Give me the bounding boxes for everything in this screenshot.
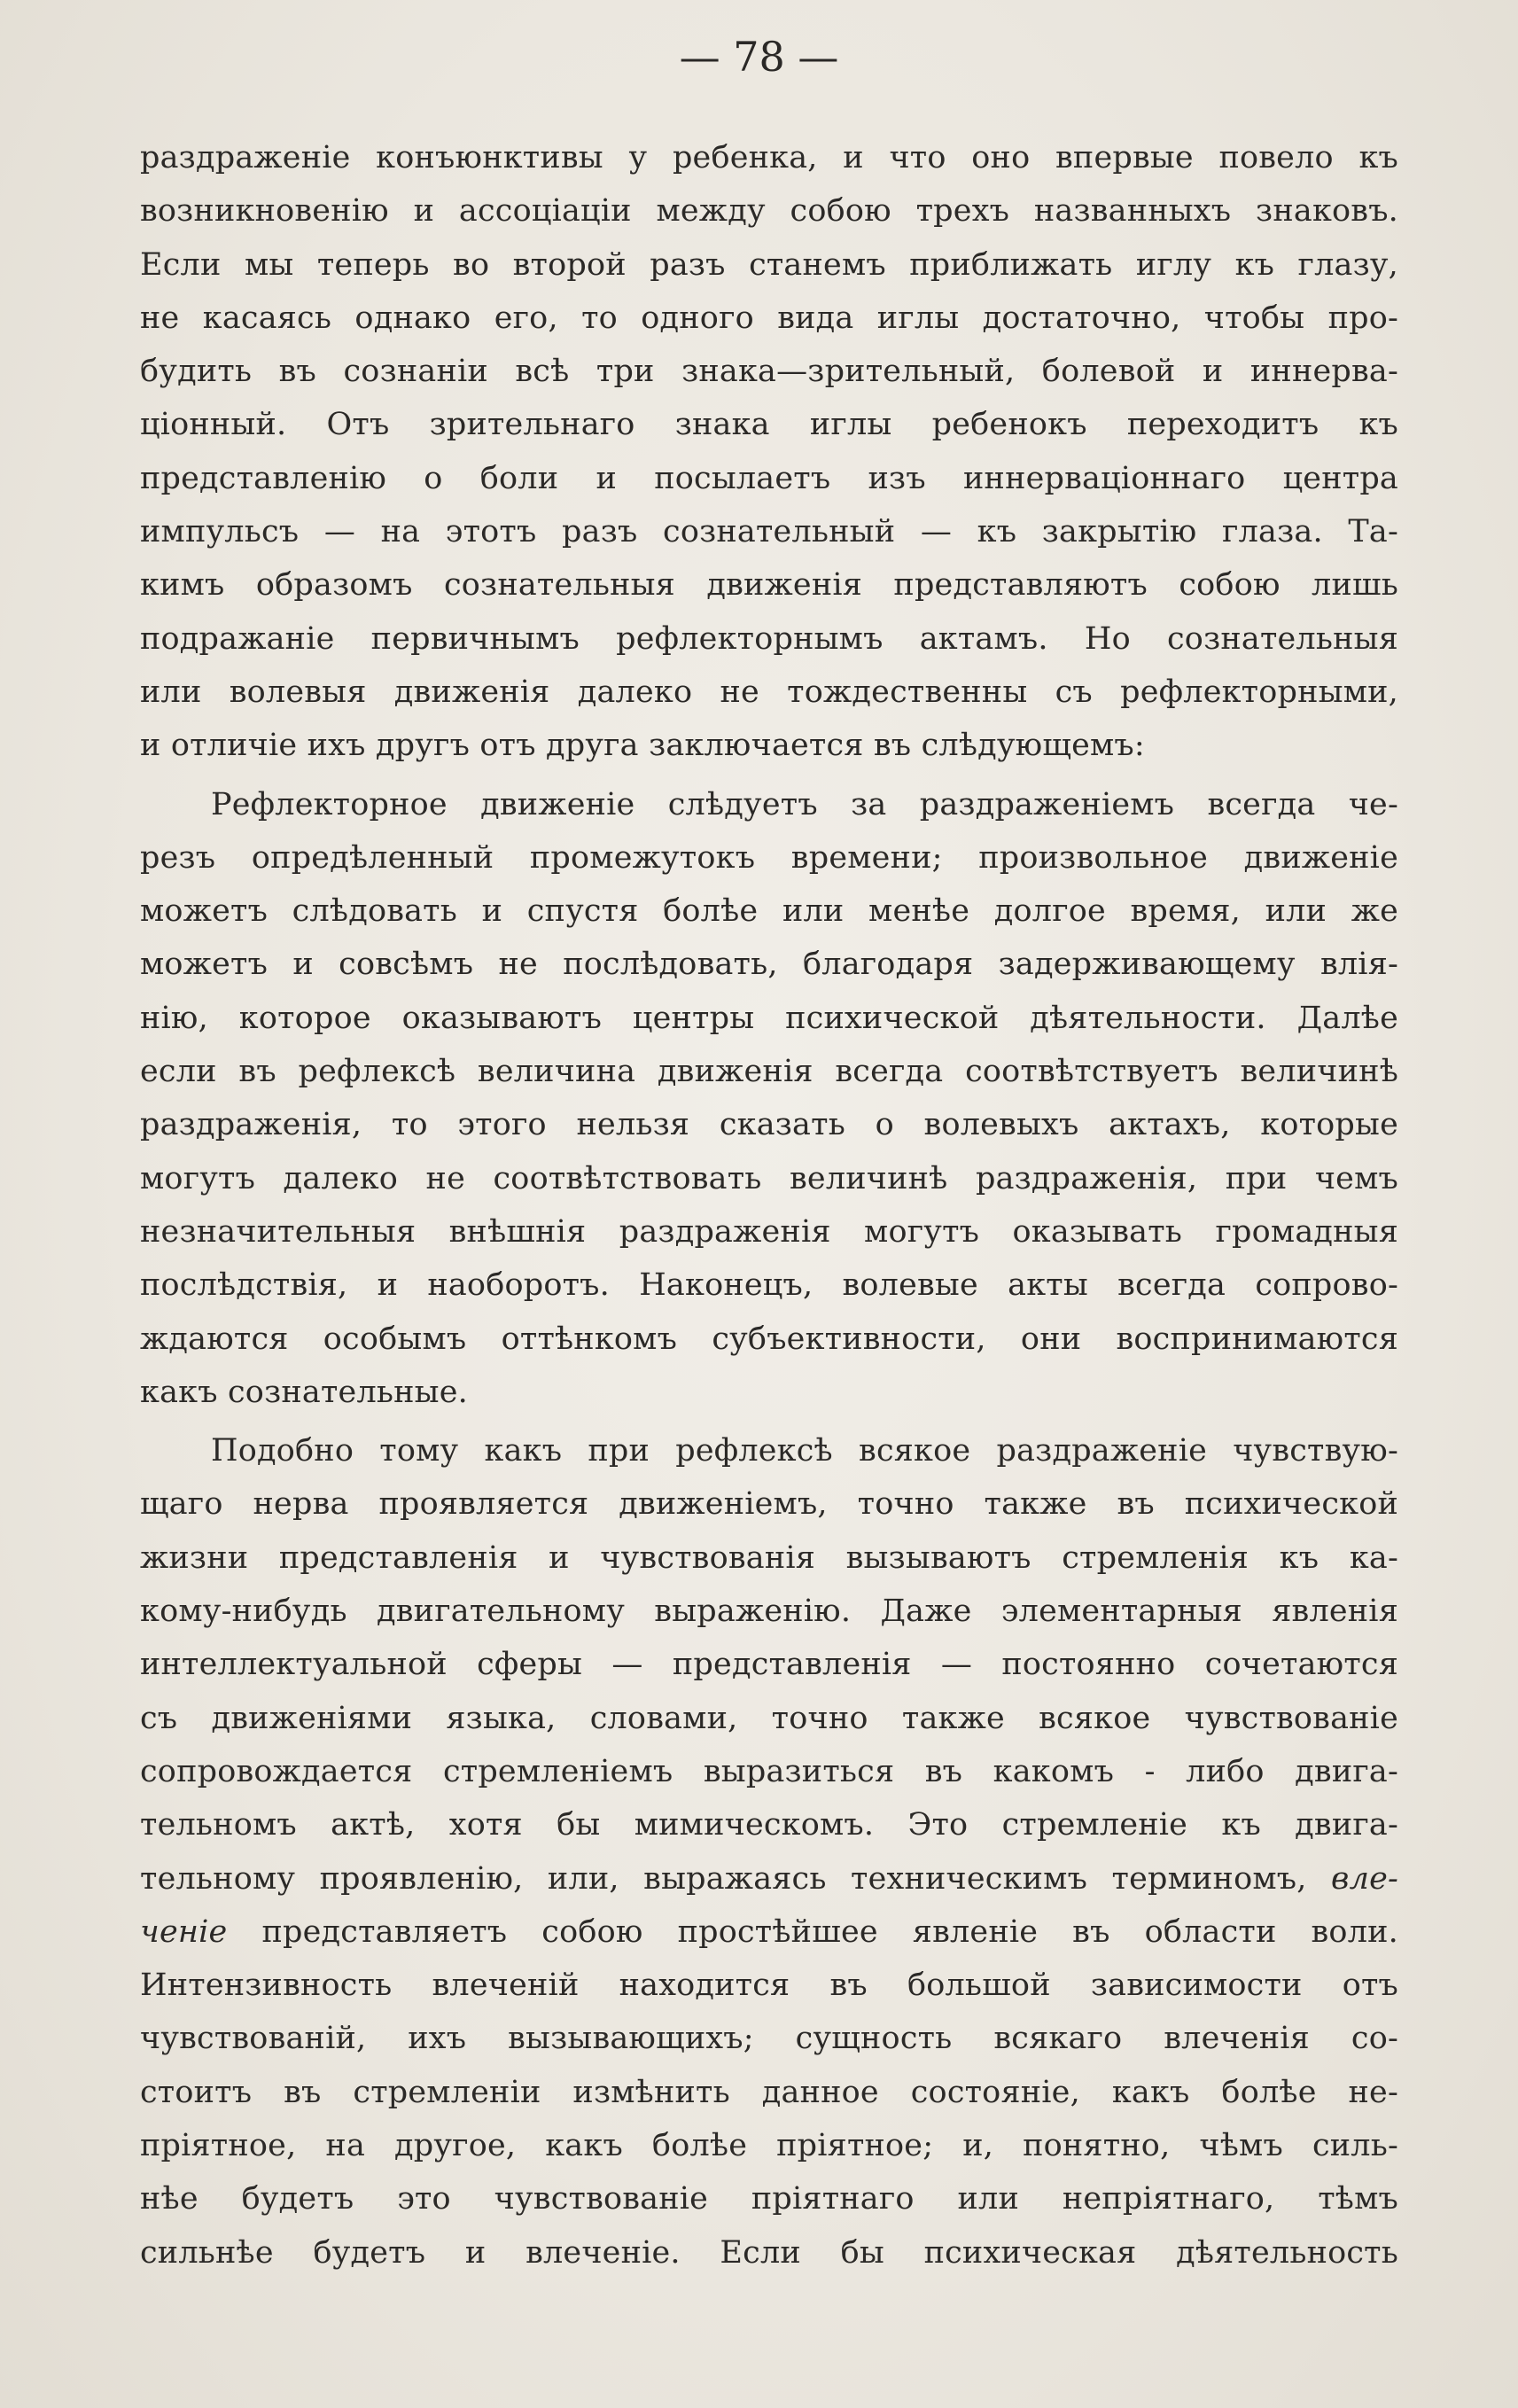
paragraph-1 [140,131,1398,773]
body-text [140,131,1398,2279]
text-line: не касаясь однако его, то одного вида иглы достаточно, чтобы про- [140,300,1398,336]
text-line: могутъ далеко не соотвѣтствовать величинѣ раздраженія, при чемъ [140,1160,1398,1196]
text-line: сопровождается стремленіемъ выразиться въ какомъ - либо двига- [140,1753,1398,1789]
text-line: жизни представленія и чувствованія вызываютъ стремленія къ ка- [140,1539,1398,1576]
text-line: кому-нибудь двигательному выраженію. Даже элементарныя явленія [140,1594,1398,1630]
text-line: Рефлекторное движеніе слѣдуетъ за раздраженіемъ всегда че- [211,786,1398,822]
paragraph-2 [140,778,1398,1420]
italic-term: ченіе [140,1913,228,1950]
paragraph-3 [140,1424,1398,2279]
text-line: кимъ образомъ сознательныя движенія представляютъ собою лишь [140,567,1398,604]
text-line: раздраженіе конъюнктивы у ребенка, и что оно впервые повело къ [140,140,1398,175]
text-line: Интензивность влеченій находится въ большой зависимости отъ [140,1968,1398,2004]
text-line: послѣдствія, и наоборотъ. Наконецъ, волевые акты всегда сопрово- [140,1267,1398,1304]
text-line: резъ опредѣленный промежутокъ времени; произвольное движеніе [140,839,1398,876]
text-line: если въ рефлексѣ величина движенія всегда соотвѣтствуетъ величинѣ [140,1054,1398,1090]
text-line: сильнѣе будетъ и влеченіе. Если бы психическая дѣятельность [140,2234,1398,2271]
text-line: ждаются особымъ оттѣнкомъ субъективности, они воспринимаются [140,1321,1398,1357]
text-line: представленію о боли и посылаетъ изъ иннерваціоннаго центра [140,460,1398,496]
text-line: можетъ слѣдовать и спустя болѣе или менѣе долгое время, или же [140,893,1398,930]
italic-term: вле- [1331,1860,1398,1897]
text-line [140,1905,1398,1959]
text-line: съ движеніями языка, словами, точно также всякое чувствованіе [140,1700,1398,1736]
text-line: нію, которое оказываютъ центры психической дѣятельности. Далѣе [140,1000,1398,1036]
text-line: возникновенію и ассоціаціи между собою трехъ названныхъ знаковъ. [140,193,1398,230]
text-line: интеллектуальной сферы — представленія — постоянно сочетаются [140,1647,1398,1683]
text-line: импульсъ — на этотъ разъ сознательный — къ закрытію глаза. Та- [140,514,1398,550]
text-line: чувствованій, ихъ вызывающихъ; сущность всякаго влеченія со- [140,2021,1398,2057]
page-number: — 78 — [679,33,839,81]
text-line: Если мы теперь во второй разъ станемъ приближать иглу къ глазу, [140,246,1398,283]
text-line: пріятное, на другое, какъ болѣе пріятное; и, понятно, чѣмъ силь- [140,2127,1398,2163]
text-line: стоитъ въ стремленіи измѣнить данное состояніе, какъ болѣе не- [140,2074,1398,2110]
text-line: можетъ и совсѣмъ не послѣдовать, благодаря задерживающему влія- [140,947,1398,983]
text-line [140,1852,1398,1905]
text-line: нѣе будетъ это чувствованіе пріятнаго или непріятнаго, тѣмъ [140,2181,1398,2217]
text-line: и отличіе ихъ другъ отъ друга заключается въ слѣдующемъ: [140,728,1145,764]
text-line: подражаніе первичнымъ рефлекторнымъ актамъ. Но сознательныя [140,620,1398,657]
text-line: ціонный. Отъ зрительнаго знака иглы ребенокъ переходитъ къ [140,407,1398,443]
text-segment: представляетъ собою простѣйшее явленіе въ области воли. [227,1913,1398,1950]
text-line: или волевыя движенія далеко не тождественны съ рефлекторными, [140,674,1398,710]
text-line: будить въ сознаніи всѣ три знака—зрительный, болевой и иннерва- [140,354,1398,390]
text-line: щаго нерва проявляется движеніемъ, точно также въ психической [140,1486,1398,1523]
text-segment: тельному проявленію, или, выражаясь техническимъ терминомъ, [140,1860,1307,1897]
text-line: тельномъ актѣ, хотя бы мимическомъ. Это стремленіе къ двига- [140,1807,1398,1843]
text-line: какъ сознательные. [140,1374,468,1410]
text-line: Подобно тому какъ при рефлексѣ всякое раздраженіе чувствую- [211,1433,1398,1469]
text-line: незначительныя внѣшнія раздраженія могутъ оказывать громадныя [140,1213,1398,1250]
text-line: раздраженія, то этого нельзя сказать о волевыхъ актахъ, которые [140,1107,1398,1143]
